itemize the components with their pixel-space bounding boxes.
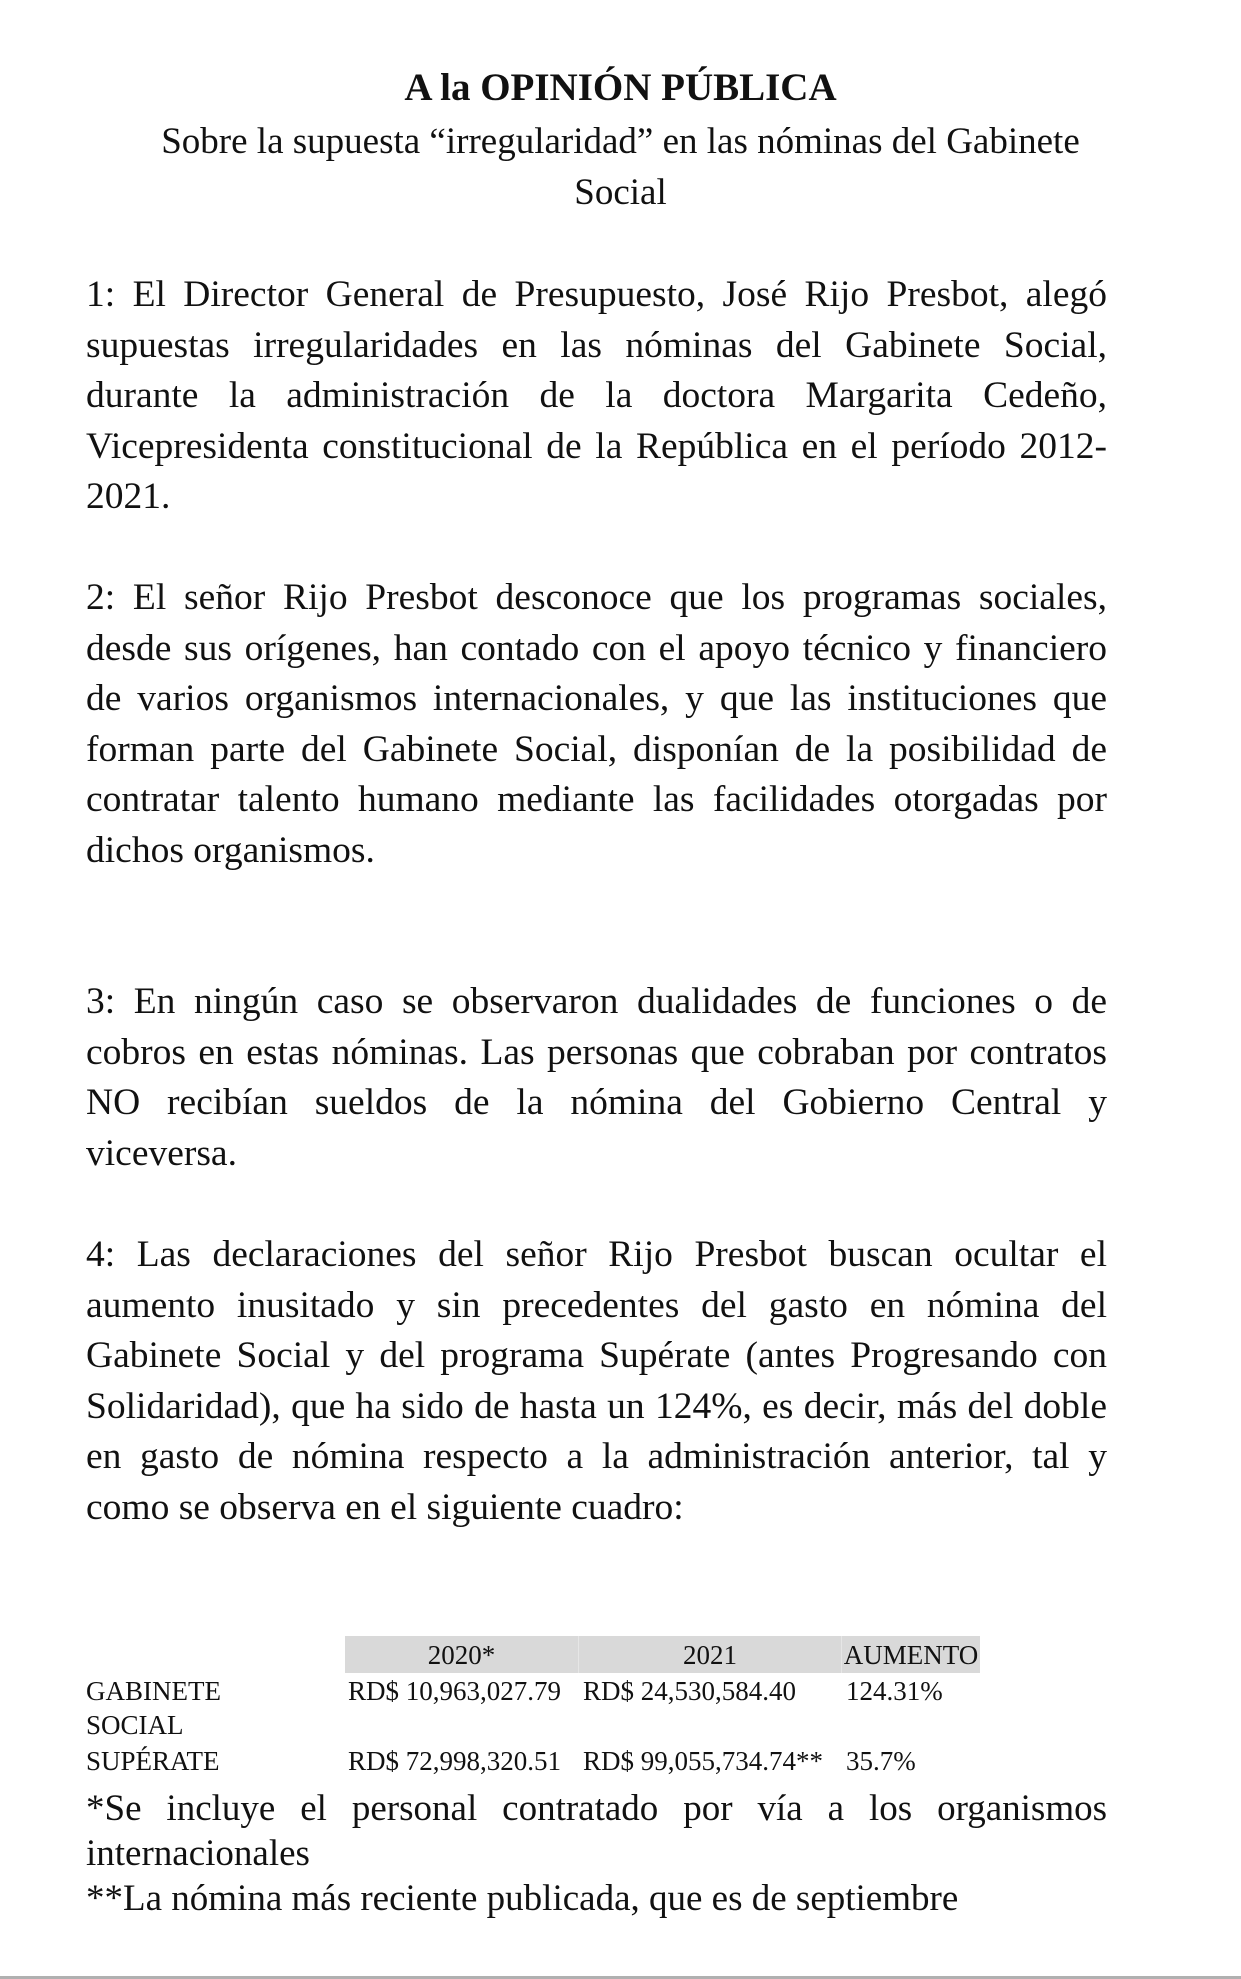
page-subtitle: Sobre la supuesta “irregularidad” en las nóminas del Gabinete Social — [161, 121, 1080, 213]
footnote-1: *Se incluye el personal contratado por vía a los organismos internacionales — [86, 1788, 1107, 1874]
column-header-2020: 2020* — [427, 1640, 496, 1670]
paragraph-2: 2: El señor Rijo Presbot desconoce que los programas sociales, desde sus orígenes, han contado con el apoyo técnico y financiero de varios organismos internacionales, y que las instituciones que forman parte del Gabinete Social, disponían de la posibilidad de contratar talento humano mediante las facilidades otorgadas por dichos organismos. — [86, 577, 1107, 871]
table-header — [345, 1636, 980, 1673]
column-header-increase: AUMENTO — [843, 1640, 979, 1670]
row-label: GABINETE SOCIAL — [86, 1676, 221, 1740]
row-label: SUPÉRATE — [86, 1746, 220, 1776]
paragraph-3: 3: En ningún caso se observaron dualidades de funciones o de cobros en estas nóminas. Las personas que cobraban por contratos NO recibían sueldos de la nómina del Gobierno Central y viceversa. — [86, 981, 1107, 1174]
paragraph-1: 1: El Director General de Presupuesto, José Rijo Presbot, alegó supuestas irregularidades en las nóminas del Gabinete Social, durante la administración de la doctora Margarita Cedeño, Vicepresidenta constitucional de la República en el período 2012-2021. — [86, 274, 1107, 517]
value-2020: RD$ 72,998,320.51 — [348, 1746, 562, 1776]
page-title: A la OPINIÓN PÚBLICA — [404, 66, 837, 109]
value-2021: RD$ 24,530,584.40 — [583, 1676, 797, 1706]
footnote-2: **La nómina más reciente publicada, que es de septiembre — [86, 1878, 959, 1919]
paragraph-4: 4: Las declaraciones del señor Rijo Presbot buscan ocultar el aumento inusitado y sin precedentes del gasto en nómina del Gabinete Social y del programa Supérate (antes Progresando con Solidaridad), que ha sido de hasta un 124%, es decir, más del doble en gasto de nómina respecto a la administración anterior, tal y como se observa en el siguiente cuadro: — [86, 1234, 1107, 1528]
value-increase: 124.31% — [846, 1676, 943, 1706]
value-2021: RD$ 99,055,734.74** — [583, 1746, 824, 1776]
column-header-2021: 2021 — [683, 1640, 737, 1670]
value-increase: 35.7% — [846, 1746, 916, 1776]
value-2020: RD$ 10,963,027.79 — [348, 1676, 562, 1706]
